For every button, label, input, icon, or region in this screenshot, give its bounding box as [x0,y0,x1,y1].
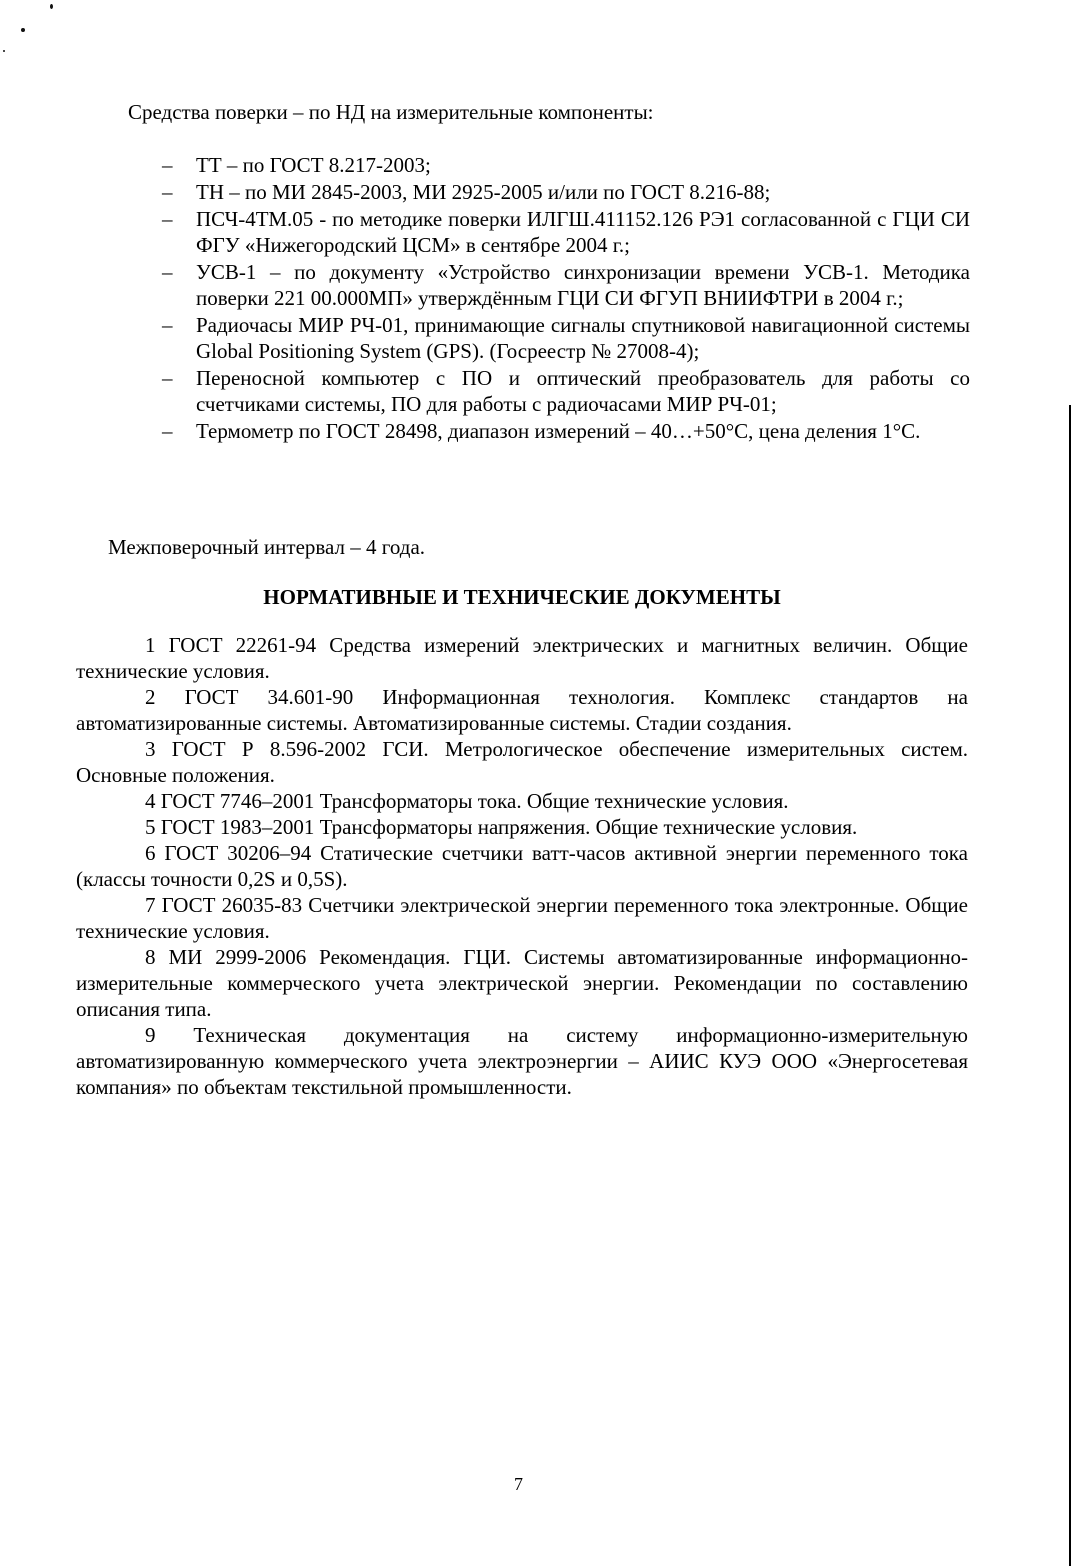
page-number: 7 [514,1474,523,1494]
verification-means-intro: Средства поверки – по НД на измерительные компоненты: [128,100,654,124]
dash-bullet: – [162,366,173,390]
list-item-text: ТТ – по ГОСТ 8.217-2003; [196,153,431,177]
verification-means-list [162,152,970,445]
list-item [162,259,970,311]
dash-bullet: – [162,180,173,204]
dash-bullet: – [162,419,173,443]
scan-speck [3,50,5,52]
list-item [162,312,970,364]
dash-bullet: – [162,313,173,337]
list-item-text: ПСЧ-4ТМ.05 - по методике поверки ИЛГШ.411152.126 РЭ1 согласованной с ГЦИ СИ ФГУ «Нижегородский ЦСМ» в сентябре 2004 г.; [196,207,970,257]
document-entry: 8 МИ 2999-2006 Рекомендация. ГЦИ. Системы автоматизированные информационно-измерительные коммерческого учета электрической энергии. Рекомендации по составлению описания типа. [76,945,968,1021]
list-item-text: Переносной компьютер с ПО и оптический преобразователь для работы со счетчиками системы, ПО для работы с радиочасами МИР РЧ-01; [196,366,970,416]
scan-speck [50,4,53,9]
list-item [162,365,970,417]
dash-bullet: – [162,207,173,231]
document-entry: 1 ГОСТ 22261-94 Средства измерений электрических и магнитных величин. Общие технические условия. [76,633,968,683]
list-item [162,152,970,178]
document-entry: 4 ГОСТ 7746–2001 Трансформаторы тока. Общие технические условия. [145,789,789,813]
document-entry: 7 ГОСТ 26035-83 Счетчики электрической энергии переменного тока электронные. Общие технические условия. [76,893,968,943]
document-entry: 2 ГОСТ 34.601-90 Информационная технология. Комплекс стандартов на автоматизированные системы. Автоматизированные системы. Стадии создания. [76,685,968,735]
document-entry: 9 Техническая документация на систему информационно-измерительную автоматизированную коммерческого учета электроэнергии – АИИС КУЭ ООО «Энергосетевая компания» по объектам текстильной промышленности. [76,1023,968,1099]
list-item-text: УСВ-1 – по документу «Устройство синхронизации времени УСВ-1. Методика поверки 221 00.000МП» утверждённым ГЦИ СИ ФГУП ВНИИФТРИ в 2004 г.; [196,260,970,310]
dash-bullet: – [162,260,173,284]
document-entry: 6 ГОСТ 30206–94 Статические счетчики ватт-часов активной энергии переменного тока (классы точности 0,2S и 0,5S). [76,841,968,891]
document-entry: 5 ГОСТ 1983–2001 Трансформаторы напряжения. Общие технические условия. [145,815,858,839]
section-heading: НОРМАТИВНЫЕ И ТЕХНИЧЕСКИЕ ДОКУМЕНТЫ [263,585,781,609]
scan-speck [21,28,25,32]
dash-bullet: – [162,153,173,177]
list-item [162,179,970,205]
list-item-text: ТН – по МИ 2845-2003, МИ 2925-2005 и/или по ГОСТ 8.216-88; [196,180,771,204]
list-item-text: Термометр по ГОСТ 28498, диапазон измерений – 40…+50°С, цена деления 1°С. [196,419,921,443]
list-item [162,206,970,258]
document-entry: 3 ГОСТ Р 8.596-2002 ГСИ. Метрологическое обеспечение измерительных систем. Основные положения. [76,737,968,787]
scan-edge-line [1069,405,1071,1566]
list-item-text: Радиочасы МИР РЧ-01, принимающие сигналы спутниковой навигационной системы Global Positioning System (GPS). (Госреестр № 27008-4); [196,313,970,363]
list-item [162,418,970,444]
verification-interval: Межповерочный интервал – 4 года. [108,535,426,559]
normative-documents-list [76,632,968,1100]
